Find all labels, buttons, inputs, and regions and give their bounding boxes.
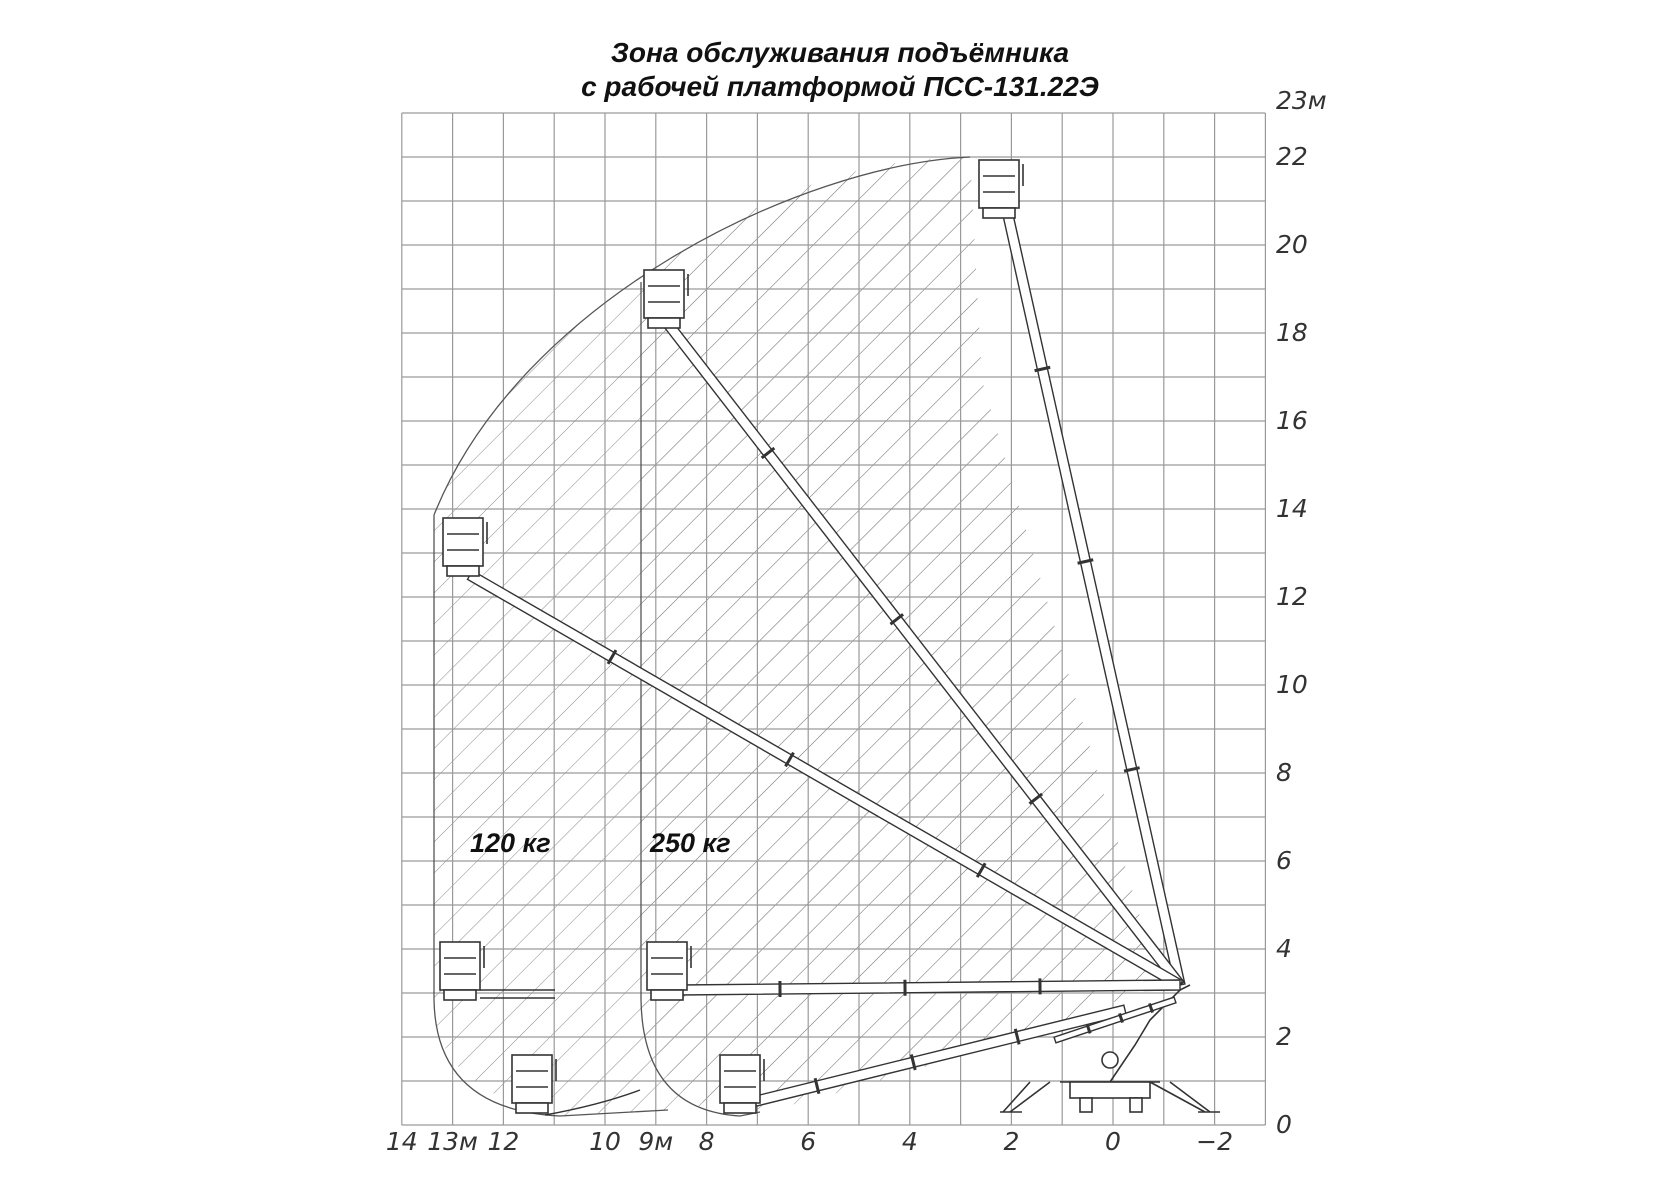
platform-floor bbox=[516, 1103, 548, 1113]
x-tick-label: 0 bbox=[1105, 1127, 1121, 1156]
platform-frame bbox=[720, 1055, 760, 1103]
y-tick-label: 4 bbox=[1276, 934, 1292, 963]
y-axis-ticks bbox=[1276, 86, 1327, 1139]
platform-frame bbox=[979, 160, 1019, 208]
platform-floor bbox=[447, 566, 479, 576]
platform-floor bbox=[651, 990, 683, 1000]
y-tick-label: 14 bbox=[1276, 494, 1308, 523]
x-tick-label: −2 bbox=[1196, 1127, 1234, 1156]
x-tick-label: 10 bbox=[589, 1127, 621, 1156]
y-tick-label: 23м bbox=[1276, 86, 1327, 115]
platform-frame bbox=[512, 1055, 552, 1103]
y-tick-label: 0 bbox=[1276, 1110, 1292, 1139]
y-tick-label: 16 bbox=[1276, 406, 1308, 435]
y-tick-label: 18 bbox=[1276, 318, 1308, 347]
platform-top bbox=[979, 160, 1023, 218]
y-tick-label: 2 bbox=[1276, 1022, 1292, 1051]
platform-floor bbox=[983, 208, 1015, 218]
title-line-1: Зона обслуживания подъёмника bbox=[610, 37, 1070, 68]
x-tick-label: 13м bbox=[427, 1127, 478, 1156]
y-tick-label: 20 bbox=[1276, 230, 1308, 259]
x-tick-label: 4 bbox=[901, 1127, 918, 1156]
platform-floor bbox=[724, 1103, 756, 1113]
x-tick-label: 9м bbox=[638, 1127, 674, 1156]
x-tick-label: 6 bbox=[800, 1127, 817, 1156]
platform-frame bbox=[644, 270, 684, 318]
platform-floor bbox=[444, 990, 476, 1000]
platform-frame bbox=[440, 942, 480, 990]
y-tick-label: 10 bbox=[1276, 670, 1308, 699]
zone-250kg-area bbox=[641, 157, 1160, 1116]
x-tick-label: 14 bbox=[385, 1127, 418, 1156]
y-tick-label: 8 bbox=[1276, 758, 1292, 787]
x-tick-label: 8 bbox=[698, 1127, 715, 1156]
title-line-2: с рабочей платформой ПСС-131.22Э bbox=[581, 71, 1099, 102]
platform-frame bbox=[443, 518, 483, 566]
y-tick-label: 22 bbox=[1276, 142, 1308, 171]
platform-floor bbox=[648, 318, 680, 328]
y-tick-label: 6 bbox=[1276, 846, 1292, 875]
x-tick-label: 2 bbox=[1003, 1127, 1020, 1156]
platform-frame bbox=[647, 942, 687, 990]
zone-120kg-label: 120 кг bbox=[470, 828, 551, 858]
zone-250kg-label: 250 кг bbox=[650, 828, 731, 858]
x-axis-ticks bbox=[386, 1127, 1233, 1156]
y-tick-label: 12 bbox=[1276, 582, 1308, 611]
x-tick-label: 12 bbox=[487, 1127, 520, 1156]
